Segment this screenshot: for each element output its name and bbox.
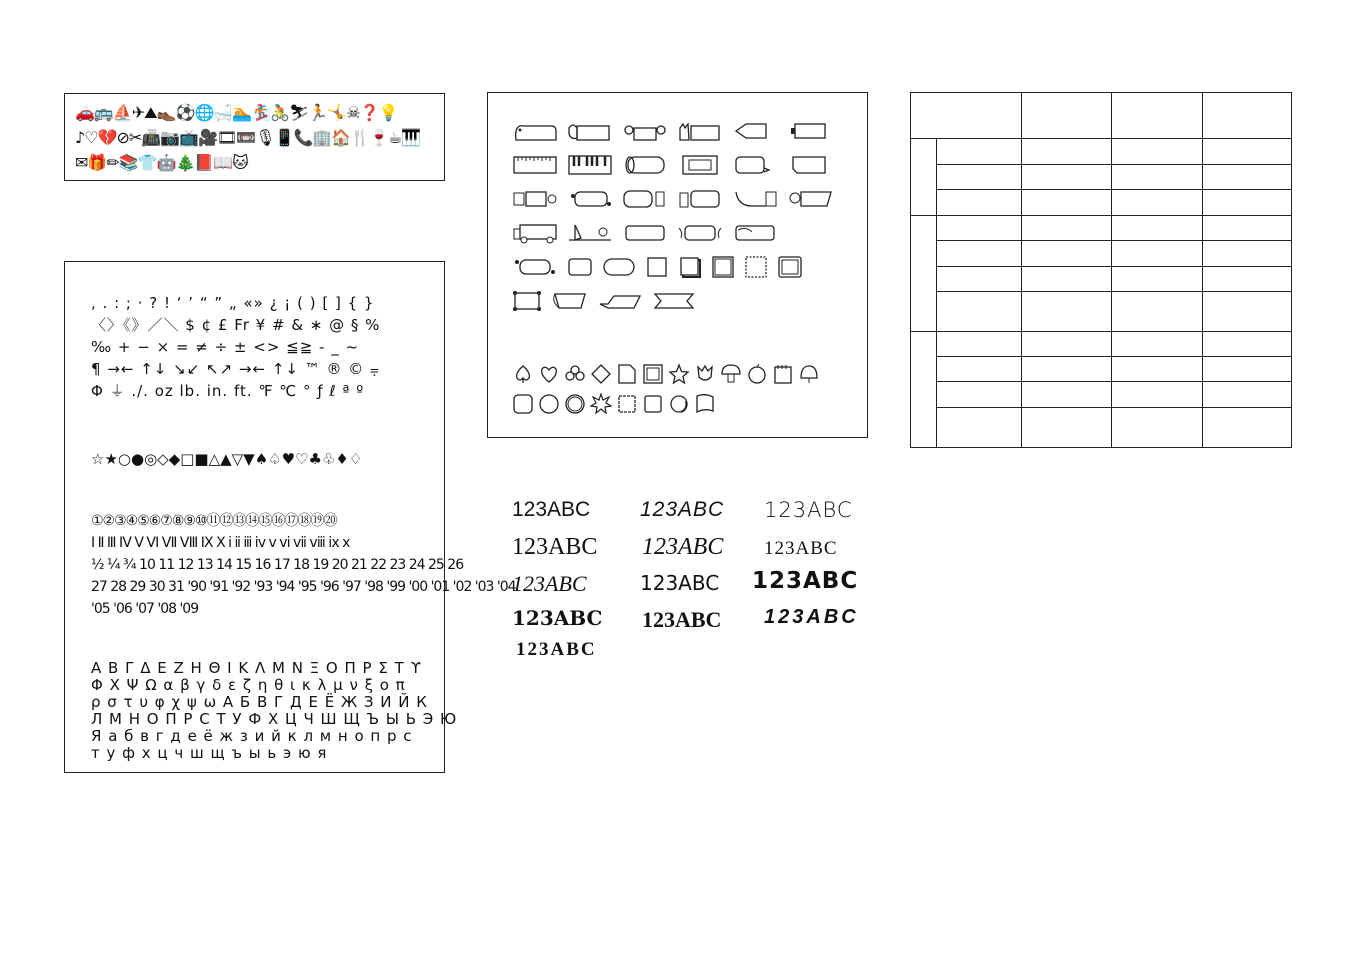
frame-scroll-icon [622,154,668,176]
frame-cat-icon [677,120,723,142]
numeral-symbols-group [91,510,516,620]
symbol-line: Φ ⏚ ./. oz lb. in. ft. ℉ ℃ ° ƒ ℓ ª º [91,382,365,400]
frame-truck-icon [512,222,558,244]
frame-ornate-square-icon [512,290,542,312]
font-sample-serif-italic: 123ABC [642,534,724,560]
table-row [911,241,1292,267]
symbol-line: Я а б в г д е ё ж з и й к л м н о п р с [91,727,413,745]
table-cell [1112,292,1203,332]
symbol-line: ρ σ τ υ φ χ ψ ω А Б В Г Д Е Ё Ж З И Й К [91,693,428,711]
table-cell [1203,216,1292,241]
table-cell [911,93,1022,139]
font-sample-bold-italic: 123ABC [764,606,859,628]
circle-frame-icon [538,393,560,415]
table-row [911,292,1292,332]
frame-floral-icon [512,256,558,278]
table-row [911,332,1292,357]
table-cell [937,190,1022,216]
punctuation-symbols-group [91,292,444,402]
frame-square-icon [645,256,669,278]
round-square-frame-icon [512,393,534,415]
symbol-line: Л М Н О П Р С Т У Ф Х Ц Ч Ш Щ Ъ Ы Ь Э Ю [91,710,458,728]
frame-rounded-rect-icon [567,256,593,278]
shadow-circle-frame-icon [668,393,690,415]
table-cell [1112,139,1203,165]
frame-animal-icon [512,120,558,142]
frame-row [512,221,867,245]
shape-symbols-group: ☆★○●◎◇◆□■△▲▽▼♠♤♥♡♣♧♦♢ [91,450,363,468]
table-cell [1022,241,1112,267]
table-cell [1203,139,1292,165]
table-group-cell [911,216,937,332]
table-cell [937,216,1022,241]
frame-phone-icon [732,188,778,210]
symbols-panel [64,261,516,773]
font-sample-sans-italic: 123ABC [640,498,725,521]
table-cell [1203,292,1292,332]
frame-shape-row [512,363,867,385]
table-row [911,139,1292,165]
pictograph-row-2: ♪♡💔⊘✂📠📷📺🎥🎞📼🎙📱📞🏢🏠🍴🍷☕🎹 [75,128,421,147]
frame-robot-icon [512,188,558,210]
table-cell [1203,190,1292,216]
table-row [911,382,1292,408]
frame-battery-icon [787,120,833,142]
pictograph-row-3: ✉🎁✏📚👕🤖🎄📕📖🐱 [75,153,248,172]
table-cell [1022,165,1112,190]
wavy-square-frame-icon [616,393,638,415]
table-cell [1112,93,1203,139]
table-cell [1022,408,1112,448]
symbol-line: , . : ; · ? ! ‘ ’ “ ” „ «» ¿ ¡ ( ) [ ] { } [91,294,375,312]
table-cell [1112,408,1203,448]
table-row [911,267,1292,292]
table-cell [937,139,1022,165]
heart-frame-icon [538,363,560,385]
frame-curl-icon [551,290,589,312]
table-row [911,408,1292,448]
format-table [910,92,1292,448]
frame-piano-icon [567,154,613,176]
apple-frame-icon [746,363,768,385]
table-cell [1022,382,1112,408]
table-cell [1203,408,1292,448]
table-cell [1022,357,1112,382]
table-cell [1112,190,1203,216]
font-sample-slab-bold: 123ABC [512,606,603,630]
frame-shadow-square-icon [678,256,702,278]
film-square-frame-icon [642,363,664,385]
table-header-row [911,93,1292,139]
font-sample-rounded: 123ABC [640,571,720,595]
bell-frame-icon [798,363,820,385]
plain-square-frame-icon [642,393,664,415]
club-frame-icon [564,363,586,385]
table-row [911,216,1292,241]
table-cell [1022,190,1112,216]
table-cell [1022,292,1112,332]
frames-spacer [512,323,867,363]
table-cell [1203,93,1292,139]
frames-panel [487,92,868,438]
table-cell [1022,216,1112,241]
page-frame-icon [616,363,638,385]
symbol-line: ①②③④⑤⑥⑦⑧⑨⑩⑪⑫⑬⑭⑮⑯⑰⑱⑲⑳ [91,513,337,529]
frame-dotted-square-icon [744,256,768,278]
mushroom-frame-icon [720,363,742,385]
frame-rounded-figure-icon [622,188,668,210]
table-cell [937,332,1022,357]
symbol-line: 〈〉《》／＼ $ ¢ £ Fr ¥ # & ∗ @ § % [91,316,381,334]
frame-dogs-icon [622,120,668,142]
symbol-line: Ⅰ Ⅱ Ⅲ Ⅳ Ⅴ Ⅵ Ⅶ Ⅷ Ⅸ Ⅹ ⅰ ⅱ ⅲ ⅳ ⅴ ⅵ ⅶ ⅷ ⅸ ⅹ [91,535,350,551]
table-cell [1112,241,1203,267]
symbol-line: ½ ¼ ¾ 10 11 12 13 14 15 16 17 18 19 20 21 22 23 24 25 26 [91,557,464,573]
table-cell [1022,93,1112,139]
font-sample-script: 123ABC [512,571,587,596]
table-row [911,357,1292,382]
star-frame-icon [668,363,690,385]
font-sample-light: 123ABC [764,498,853,522]
table-cell [1203,241,1292,267]
table-group-cell [911,332,937,448]
frame-leaves-icon [677,222,723,244]
symbol-line: ‰ + − × = ≠ ÷ ± <> ≦≧ - _ ~ [91,338,360,356]
table-cell [1112,216,1203,241]
frame-sailboat-icon [567,222,613,244]
table-cell [937,292,1022,332]
frame-shape-row [512,393,867,415]
font-sample-serif-small: 123ABC [764,538,838,559]
frame-speech-icon [732,154,778,176]
frame-cow-icon [567,120,613,142]
frame-skull-icon [787,188,833,210]
flag-frame-icon [694,393,716,415]
table-group-cell [911,139,937,216]
font-sample-serif: 123ABC [512,534,598,560]
burst-frame-icon [590,393,612,415]
frame-row [512,153,867,177]
frame-row [512,119,867,143]
frame-film-icon [677,154,723,176]
table-cell [1203,382,1292,408]
table-cell [1112,382,1203,408]
diamond-frame-icon [590,363,612,385]
table-cell [1112,165,1203,190]
pictograph-panel [64,93,445,181]
frame-person-icon [677,188,723,210]
font-sample-sans: 123ABC [512,498,591,521]
table-cell [937,267,1022,292]
symbol-line: 27 28 29 30 31 '90 '91 '92 '93 '94 '95 '96 '97 '98 '99 '00 '01 '02 '03 '04 [91,579,516,595]
symbol-line: Α Β Γ Δ Ε Ζ Η Θ Ι Κ Λ Μ Ν Ξ Ο Π Ρ Σ Τ ϒ [91,659,423,677]
table-cell [1203,267,1292,292]
frame-ruler-icon [512,154,558,176]
table-cell [937,241,1022,267]
double-circle-frame-icon [564,393,586,415]
symbol-line: т у ф х ц ч ш щ ъ ы ь э ю я [91,744,328,762]
table-cell [1112,332,1203,357]
table-cell [1022,139,1112,165]
frame-pill-icon [602,256,636,278]
frame-banner-icon [653,290,699,312]
frame-double-square-icon [711,256,735,278]
font-sample-blackletter: 123ABC [516,639,597,660]
font-sample-bold: 123ABC [752,568,859,594]
frame-bevel-square-icon [777,256,803,278]
frame-vine-icon [732,222,778,244]
frame-gift-icon [567,188,613,210]
notebook-frame-icon [772,363,794,385]
frame-row [512,187,867,211]
table-cell [1203,357,1292,382]
greek-cyrillic-symbols-group [91,659,458,762]
pictograph-row-1: 🚗🚌⛵✈⛰👞⚽🌐🛁🏊🏂🚴⛷🏃🤸☠❓💡 [75,103,398,122]
table-cell [1022,267,1112,292]
symbol-line: '05 '06 '07 '08 '09 [91,601,199,617]
table-cell [1112,357,1203,382]
frame-row [512,255,867,279]
table-cell [1203,165,1292,190]
table-cell [1203,332,1292,357]
frame-pencil-icon [732,120,778,142]
frame-paper-icon [787,154,833,176]
table-cell [1112,267,1203,292]
table-row [911,165,1292,190]
table-cell [937,165,1022,190]
table-cell [1022,332,1112,357]
frame-sign-icon [622,222,668,244]
table-cell [937,357,1022,382]
table-cell [937,408,1022,448]
table-cell [937,382,1022,408]
spade-frame-icon [512,363,534,385]
symbol-line: ¶ →← ↑↓ ↘↙ ↖↗ →← ↑↓ ™ ® © ⩦ [91,360,380,378]
symbol-line: Φ Χ Ψ Ω α β γ δ ε ζ η θ ι κ λ μ ν ξ ο π [91,676,406,694]
table-row [911,190,1292,216]
frame-ribbon-icon [598,290,644,312]
tulip-frame-icon [694,363,716,385]
frame-row [512,289,867,313]
font-sample-stencil: 123ABC [642,607,722,632]
